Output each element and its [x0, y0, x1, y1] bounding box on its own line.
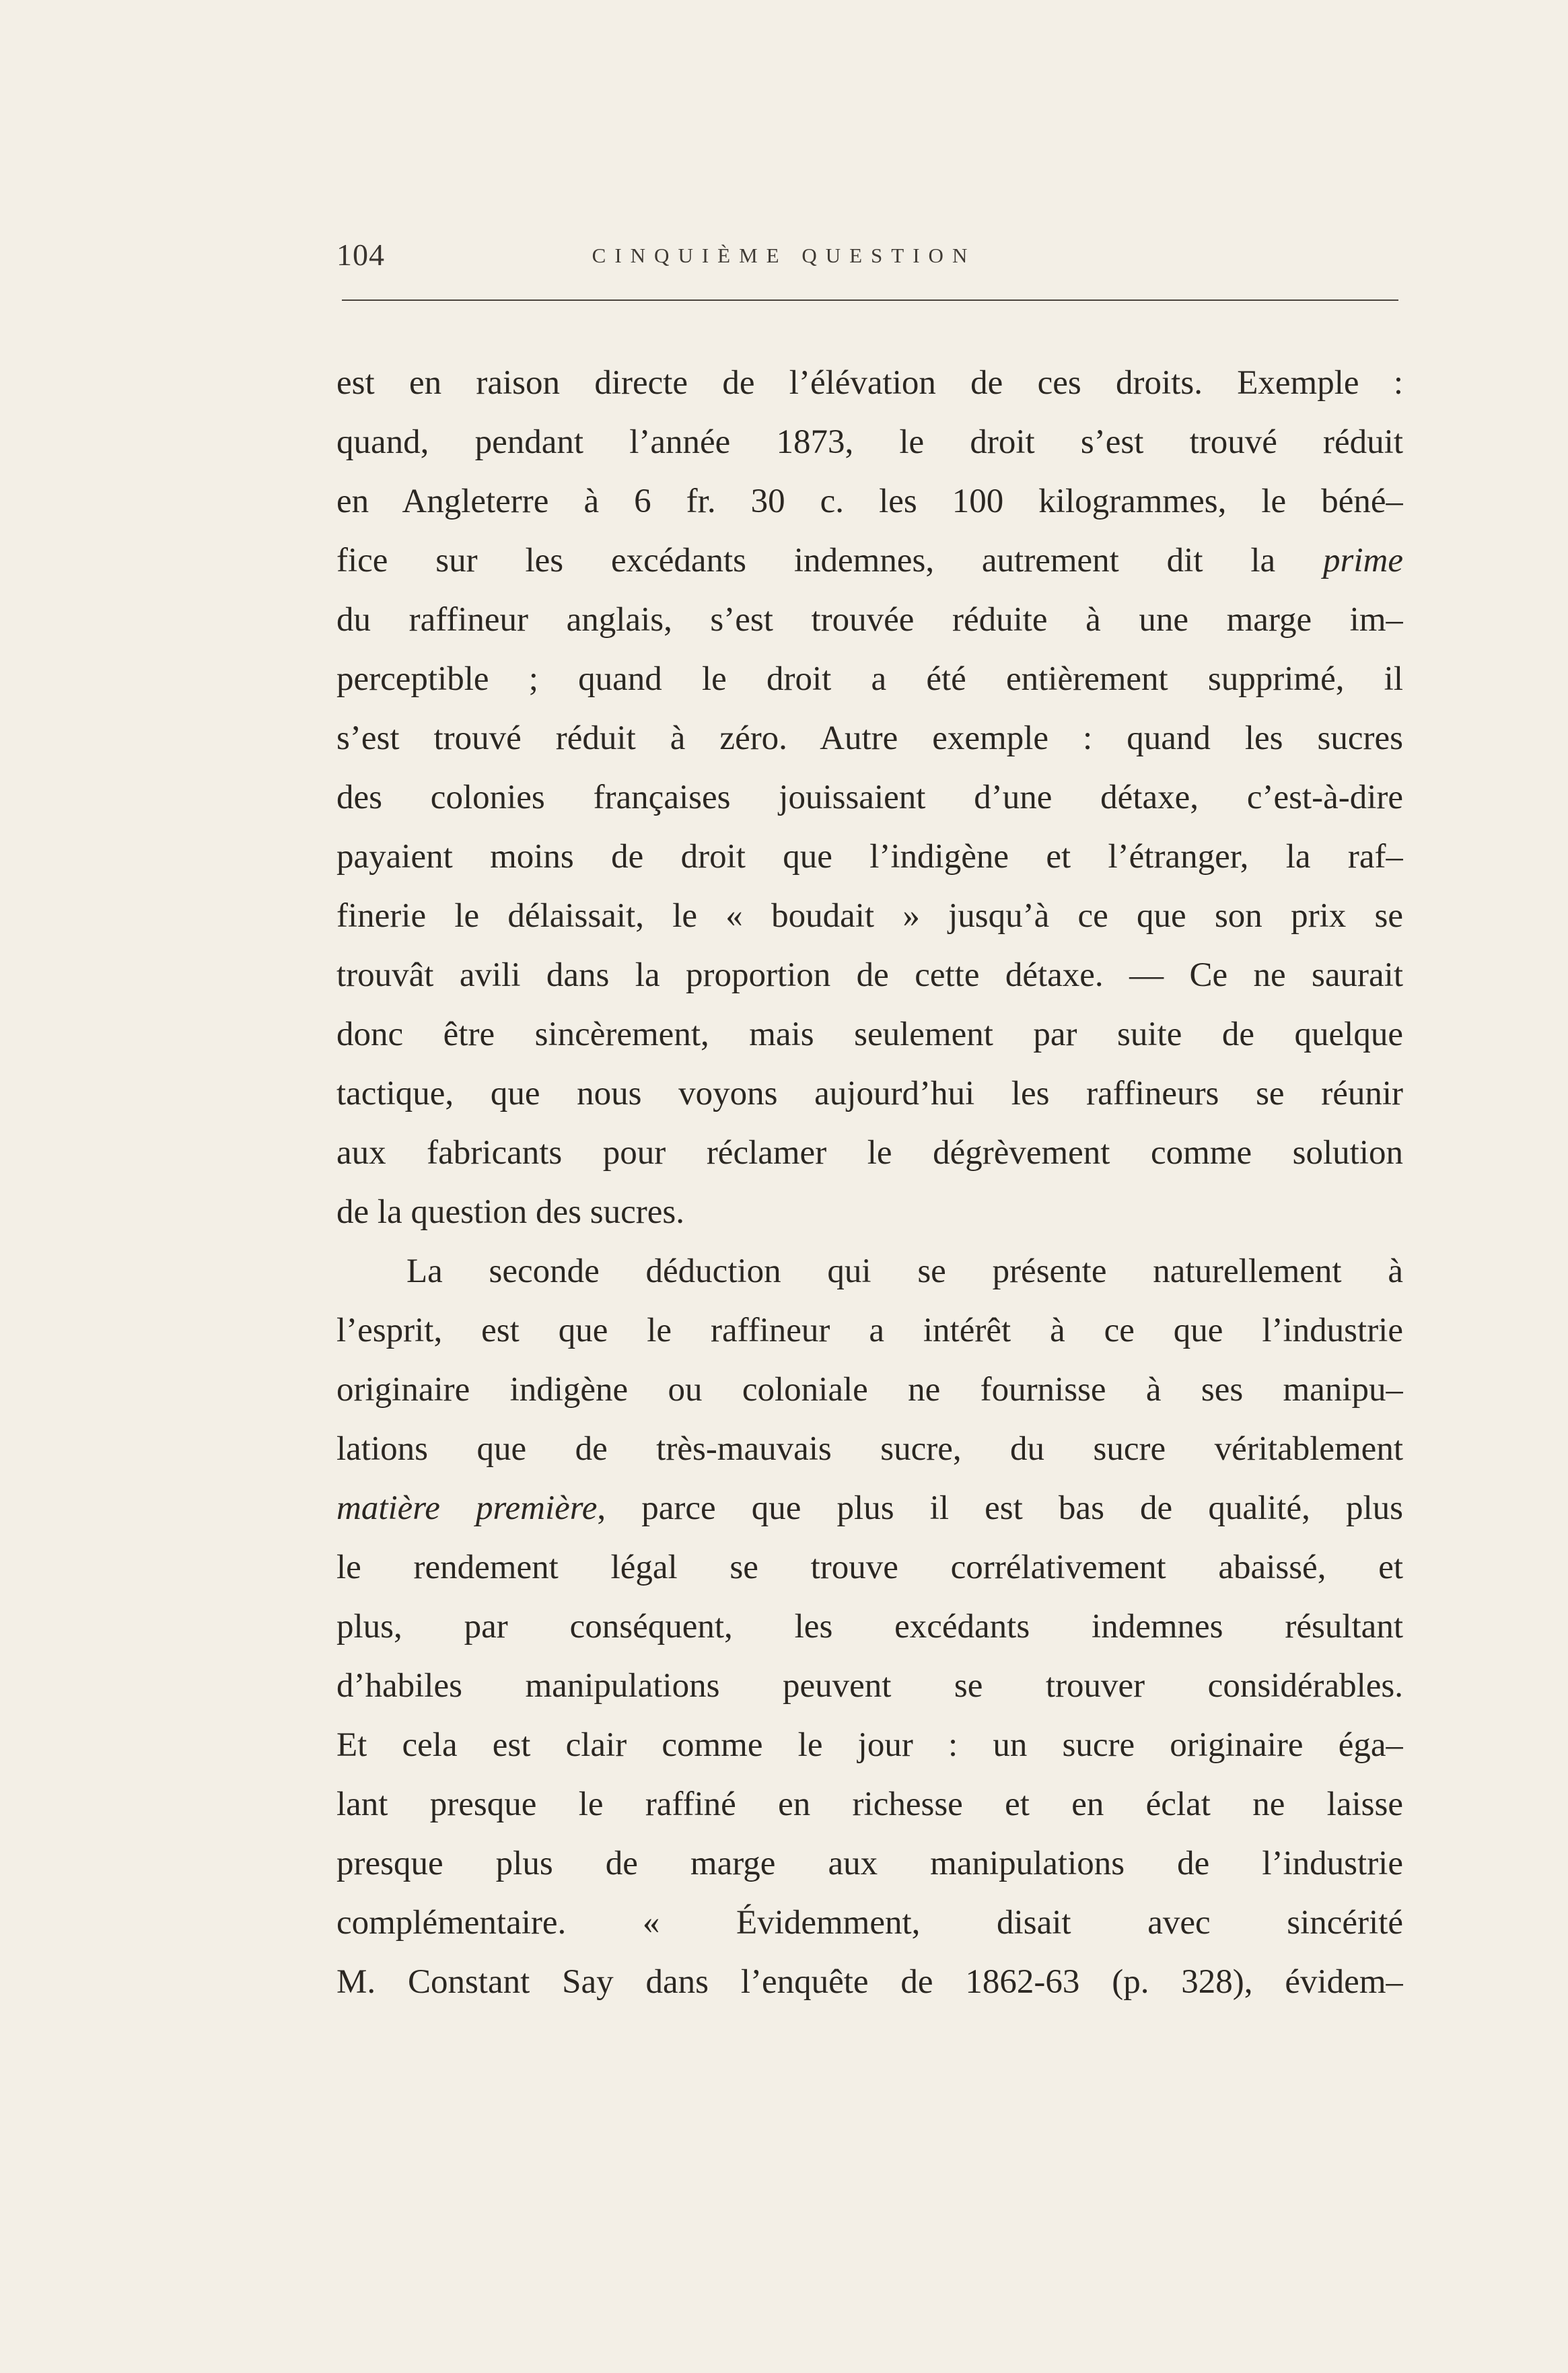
text-segment: , parce que plus il est bas de qualité, plus: [597, 1489, 1403, 1527]
text-line: [336, 1775, 1403, 1834]
text-line: [336, 1538, 1403, 1597]
header-rule: [342, 299, 1398, 301]
text-segment: La seconde déduction qui se présente naturellement à: [406, 1252, 1403, 1290]
text-line: [336, 1834, 1403, 1893]
text-segment: Et cela est clair comme le jour : un sucre originaire éga–: [336, 1726, 1403, 1764]
text-line: [336, 946, 1403, 1005]
text-segment: originaire indigène ou coloniale ne fournisse à ses manipu–: [336, 1371, 1403, 1409]
text-segment: lations que de très-mauvais sucre, du sucre véritablement: [336, 1430, 1403, 1468]
text-line: [336, 1479, 1403, 1538]
text-line: [336, 1715, 1403, 1775]
text-segment: s’est trouvé réduit à zéro. Autre exemple : quand les sucres: [336, 719, 1403, 757]
text-segment: du raffineur anglais, s’est trouvée réduite à une marge im–: [336, 601, 1403, 639]
text-line: [336, 1893, 1403, 1952]
text-segment: perceptible ; quand le droit a été entièrement supprimé, il: [336, 660, 1403, 698]
text-segment: M. Constant Say dans l’enquête de 1862-63 (p. 328), évidem–: [336, 1963, 1403, 2001]
text-segment: trouvât avili dans la proportion de cette détaxe. — Ce ne saurait: [336, 956, 1403, 994]
text-segment: aux fabricants pour réclamer le dégrèvement comme solution: [336, 1134, 1403, 1172]
page-number: 104: [336, 238, 385, 272]
text-segment: d’habiles manipulations peuvent se trouver considérables.: [336, 1667, 1403, 1705]
body-text: [336, 353, 1403, 2012]
text-segment: l’esprit, est que le raffineur a intérêt à ce que l’industrie: [336, 1312, 1403, 1349]
text-line: [336, 1952, 1403, 2012]
text-line: [336, 709, 1403, 768]
text-line: [336, 1419, 1403, 1479]
text-line: [336, 649, 1403, 709]
text-segment: en Angleterre à 6 fr. 30 c. les 100 kilogrammes, le béné–: [336, 483, 1403, 520]
text-segment: des colonies françaises jouissaient d’une détaxe, c’est-à-dire: [336, 779, 1403, 816]
text-line: [336, 1656, 1403, 1715]
text-line: [336, 1182, 1403, 1242]
text-line: [336, 472, 1403, 531]
text-line: [336, 1064, 1403, 1123]
text-line: [336, 1005, 1403, 1064]
text-segment: presque plus de marge aux manipulations de l’industrie: [336, 1845, 1403, 1882]
text-segment: tactique, que nous voyons aujourd’hui les raffineurs se réunir: [336, 1075, 1403, 1112]
italic-text: prime: [1323, 542, 1403, 579]
text-line: [336, 353, 1403, 413]
text-segment: est en raison directe de l’élévation de ces droits. Exemple :: [336, 364, 1403, 402]
text-segment: quand, pendant l’année 1873, le droit s’est trouvé réduit: [336, 423, 1403, 461]
text-line: [336, 1123, 1403, 1182]
text-line: [336, 1301, 1403, 1360]
text-segment: payaient moins de droit que l’indigène et l’étranger, la raf–: [336, 838, 1403, 876]
text-line: [336, 1360, 1403, 1419]
text-segment: donc être sincèrement, mais seulement par suite de quelque: [336, 1016, 1403, 1053]
text-segment: plus, par conséquent, les excédants indemnes résultant: [336, 1608, 1403, 1645]
text-line: [336, 1242, 1403, 1301]
text-segment: finerie le délaissait, le « boudait » jusqu’à ce que son prix se: [336, 897, 1403, 935]
italic-text: matière première: [336, 1489, 598, 1527]
text-line: [336, 827, 1403, 886]
text-segment: complémentaire. « Évidemment, disait avec sincérité: [336, 1904, 1403, 1942]
text-segment: de la question des sucres.: [336, 1193, 684, 1231]
text-line: [336, 531, 1403, 590]
text-line: [336, 413, 1403, 472]
text-line: [336, 768, 1403, 827]
text-line: [336, 590, 1403, 649]
text-segment: le rendement légal se trouve corrélativement abaissé, et: [336, 1549, 1403, 1586]
text-segment: lant presque le raffiné en richesse et en éclat ne laisse: [336, 1785, 1403, 1823]
text-segment: fice sur les excédants indemnes, autrement dit la: [336, 542, 1324, 579]
text-line: [336, 1597, 1403, 1656]
running-head: CINQUIÈME QUESTION: [592, 244, 976, 267]
text-line: [336, 886, 1403, 946]
